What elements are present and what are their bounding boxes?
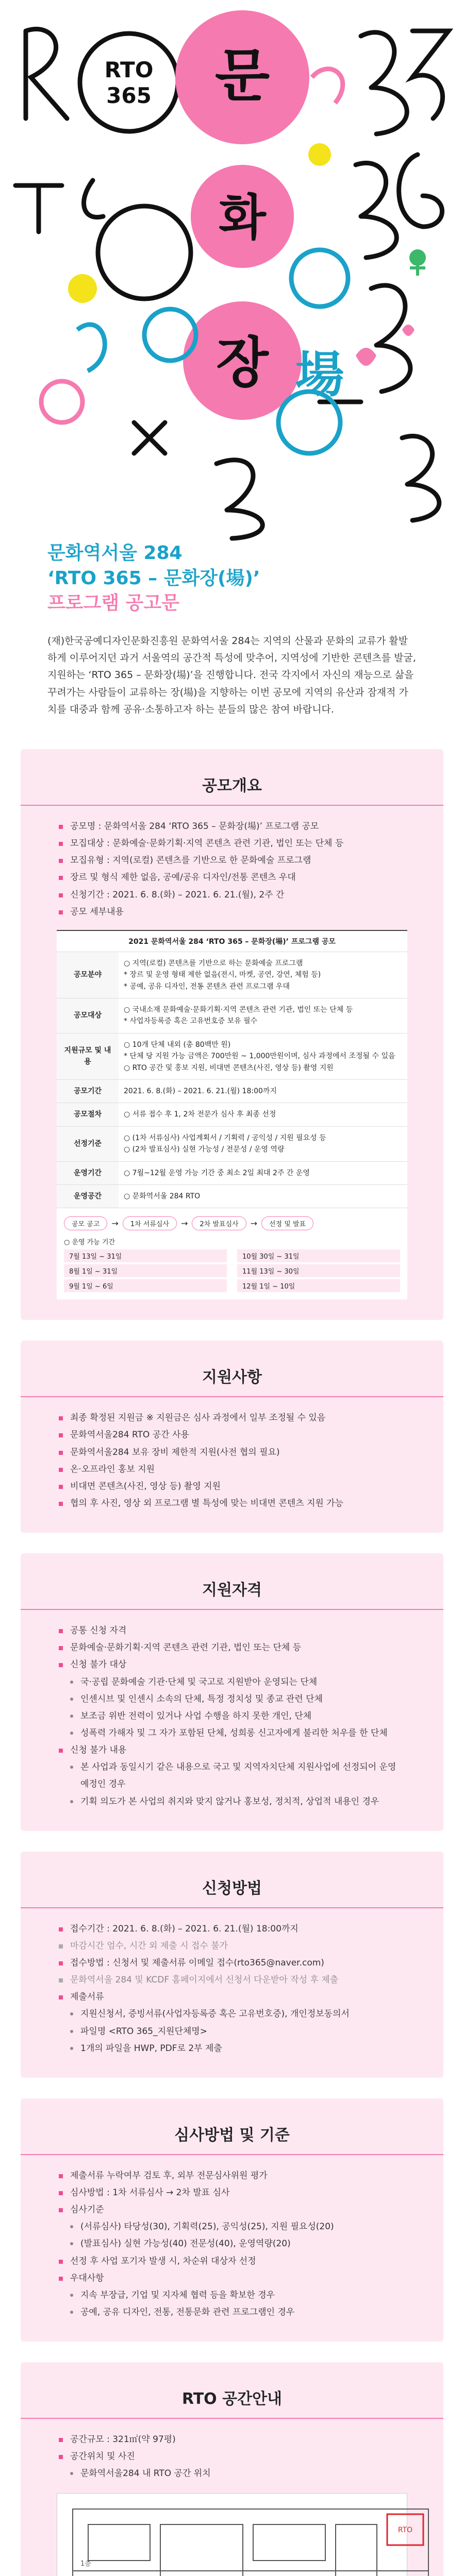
- eligibility-section: [21, 1553, 443, 1831]
- flow-step: 2차 발표심사: [192, 1216, 246, 1230]
- space-section: [21, 2362, 443, 2576]
- space-item: 공간위치 및 사진: [57, 2448, 407, 2465]
- divider: [21, 1396, 443, 1397]
- space-item: 공간규모 : 321㎡(약 97평): [57, 2431, 407, 2448]
- review-title: 심사방법 및 기준: [174, 2126, 290, 2144]
- hero-char-1: 문: [214, 43, 270, 109]
- hero-char-4: 場: [295, 347, 344, 403]
- review-item: (서류심사) 타당성(30), 기획력(25), 공익성(25), 지원 필요성(20): [57, 2218, 407, 2235]
- support-item: 최종 확정된 지원금 ※ 지원금은 심사 과정에서 일부 조정될 수 있음: [57, 1410, 407, 1427]
- hero-banner: [0, 0, 464, 541]
- divider: [21, 1609, 443, 1610]
- divider: [21, 2154, 443, 2155]
- title-line-1: 문화역서울 284: [47, 543, 183, 564]
- period-item: 11월 13일 ~ 30일: [237, 1264, 400, 1277]
- eligibility-item: 신청 불가 내용: [57, 1742, 407, 1759]
- eligibility-item: 공통 신청 자격: [57, 1622, 407, 1639]
- review-item: 우대사항: [57, 2270, 407, 2287]
- eligibility-item: 신청 불가 대상: [57, 1656, 407, 1673]
- overview-list: [21, 818, 443, 921]
- hero-logo-365: 365: [106, 83, 152, 108]
- hero-char-2: 화: [219, 190, 266, 246]
- space-item: 문화역서울284 내 RTO 공간 위치: [57, 2465, 407, 2482]
- eligibility-title: 지원자격: [202, 1581, 262, 1600]
- table-row-header: 운영공간: [57, 1184, 119, 1208]
- overview-title: 공모개요: [202, 777, 262, 795]
- table-row-value: 2021. 6. 8.(화) – 2021. 6. 21.(월) 18:00까지: [119, 1080, 407, 1103]
- eligibility-item: 문화예술·문화기획·지역 콘텐츠 관련 기관, 법인 또는 단체 등: [57, 1639, 407, 1656]
- table-row-header: 공모분야: [57, 952, 119, 998]
- support-item: 협의 후 사진, 영상 외 프로그램 별 특성에 맞는 비대면 콘텐츠 지원 가능: [57, 1495, 407, 1512]
- period-item: 7월 13일 ~ 31일: [64, 1249, 227, 1262]
- table-row-header: 선정기준: [57, 1126, 119, 1161]
- table-row: [57, 1184, 407, 1208]
- period-item: 9월 1일 ~ 6일: [64, 1279, 227, 1292]
- application-item: 마감시간 엄수, 시간 외 제출 시 접수 불가: [57, 1938, 407, 1955]
- support-item: 온·오프라인 홍보 지원: [57, 1461, 407, 1478]
- application-item: 문화역서울 284 및 KCDF 홈페이지에서 신청서 다운받아 작성 후 제출: [57, 1972, 407, 1989]
- title-line-2: ‘RTO 365 – 문화장(場)’: [47, 567, 260, 589]
- review-item: 심사방법 : 1차 서류심사 → 2차 발표 심사: [57, 2184, 407, 2201]
- arrow-right-icon: →: [111, 1218, 119, 1229]
- space-title: RTO 공간안내: [181, 2390, 283, 2409]
- review-section: [21, 2098, 443, 2342]
- overview-section: [21, 749, 443, 1320]
- application-item: 지원신청서, 증빙서류(사업자등록증 혹은 고유번호증), 개인정보동의서: [57, 2006, 407, 2023]
- review-item: 심사기준: [57, 2201, 407, 2218]
- eligibility-item: 보조금 위반 전력이 있거나 사업 수행을 하지 못한 개인, 단체: [57, 1708, 407, 1725]
- application-item: 파일명 <RTO 365_지원단체명>: [57, 2023, 407, 2040]
- support-item: 문화역서울284 RTO 공간 사용: [57, 1427, 407, 1444]
- review-item: 선정 후 사업 포기자 발생 시, 차순위 대상자 선정: [57, 2253, 407, 2270]
- divider: [21, 1907, 443, 1908]
- table-row-value: ○ 서류 접수 후 1, 2차 전문가 심사 후 최종 선정: [119, 1103, 407, 1126]
- table-row-value: ○ 지역(로컬) 콘텐츠를 기반으로 하는 문화예술 프로그램 * 장르 및 운영 형태 제한 없음(전시, 마켓, 공연, 강연, 체험 등) * 공예, 공유 디자인, 전통 콘텐츠 관련 프로그램 우대: [119, 952, 407, 998]
- review-item: 제출서류 누락여부 검토 후, 외부 전문심사위원 평가: [57, 2167, 407, 2184]
- application-item: 접수기간 : 2021. 6. 8.(화) – 2021. 6. 21.(월) 18:00까지: [57, 1921, 407, 1938]
- application-item: 1개의 파일을 HWP, PDF로 2부 제출: [57, 2040, 407, 2057]
- period-item: 12월 1일 ~ 10일: [237, 1279, 400, 1292]
- overview-table-caption: 2021 문화역서울 284 ‘RTO 365 – 문화장(場)’ 프로그램 공모: [57, 931, 407, 952]
- plan-label-rto: RTO: [397, 2526, 413, 2534]
- table-row-value: ○ 문화역서울 284 RTO: [119, 1184, 407, 1208]
- table-row-header: 운영기간: [57, 1161, 119, 1184]
- eligibility-item: 국·공립 문화예술 기관·단체 및 국고로 지원받아 운영되는 단체: [57, 1674, 407, 1691]
- table-row: [57, 1033, 407, 1079]
- review-item: (발표심사) 실현 가능성(40) 전문성(40), 운영역량(20): [57, 2235, 407, 2252]
- arrow-right-icon: →: [250, 1218, 257, 1229]
- overview-item: 신청기간 : 2021. 6. 8.(화) – 2021. 6. 21.(월), 2주 간: [57, 887, 407, 904]
- application-item: 접수방법 : 신청서 및 제출서류 이메일 접수(rto365@naver.com): [57, 1955, 407, 1972]
- flow-step: 1차 서류심사: [123, 1216, 177, 1230]
- hero-graphic: [0, 0, 464, 541]
- title-line-3: 프로그램 공고문: [47, 592, 179, 614]
- application-title: 신청방법: [202, 1879, 262, 1897]
- eligibility-item: 성폭력 가해자 및 그 자가 포함된 단체, 성희롱 신고자에게 불리한 처우를 한 단체: [57, 1725, 407, 1742]
- table-row-value: ○ 10개 단체 내외 (총 80백만 원) * 단체 당 지원 가능 금액은 700만원 ~ 1,000만원이며, 심사 과정에서 조정될 수 있음 ○ RTO 공간 및 홍보 지원, 비대면 콘텐츠(사진, 영상 등) 촬영 지원: [119, 1033, 407, 1079]
- table-row-value: ○ 국내소재 문화예술·문화기획·지역 콘텐츠 관련 기관, 법인 또는 단체 등 * 사업자등록증 혹은 고유번호증 보유 필수: [119, 998, 407, 1033]
- eligibility-item: 인센시브 및 인센시 소속의 단체, 특정 정치성 및 종교 관련 단체: [57, 1691, 407, 1708]
- overview-item: 장르 및 형식 제한 없음, 공예/공유 디자인/전통 콘텐츠 우대: [57, 869, 407, 886]
- support-title: 지원사항: [202, 1368, 262, 1387]
- flow-step: 공모 공고: [64, 1216, 107, 1230]
- intro-section: [0, 541, 464, 718]
- flow-step: 선정 및 발표: [261, 1216, 313, 1230]
- intro-paragraph: (재)한국공예디자인문화진흥원 문화역서울 284는 지역의 산물과 문화의 교류가 활발하게 이루어지던 과거 서울역의 공간적 특성에 맞추어, 지역성에 기반한 콘텐츠를 발굴, 지원하는 ‘RTO 365 – 문화장(場)’을 진행합니다. 전국 각지에서 자신의 재능으로 삶을 꾸려가는 사람들이 교류하는 장(場)을 지향하는 이번 공모에 지역의 유산과 잠재적 가치를 대중과 함께 공유·소통하고자 하는 분들의 많은 참여 바랍니다.: [47, 635, 416, 715]
- table-row: [57, 1161, 407, 1184]
- review-item: 지속 부장급, 기업 및 지자체 협력 등을 확보한 경우: [57, 2287, 407, 2304]
- period-item: 8월 1일 ~ 31일: [64, 1264, 227, 1277]
- table-row-header: 지원규모 및 내용: [57, 1033, 119, 1079]
- support-section: [21, 1341, 443, 1533]
- eligibility-item: 본 사업과 동일시기 같은 내용으로 국고 및 지역자치단체 지원사업에 선정되어 운영 예정인 경우: [57, 1759, 407, 1793]
- table-row-value: ○ (1차 서류심사) 사업계획서 / 기획력 / 공익성 / 지원 필요성 등 ○ (2차 발표심사) 실현 가능성 / 전문성 / 운영 역량: [119, 1126, 407, 1161]
- review-item: 공예, 공유 디자인, 전통, 전통문화 관련 프로그램인 경우: [57, 2304, 407, 2321]
- application-section: [21, 1852, 443, 2078]
- overview-table: [57, 930, 407, 1299]
- table-row: [57, 952, 407, 998]
- table-row: [57, 1126, 407, 1161]
- overview-item: 모집유형 : 지역(로컬) 콘텐츠를 기반으로 한 문화예술 프로그램: [57, 852, 407, 869]
- overview-item: 모집대상 : 문화예술·문화기획·지역 콘텐츠 관련 기관, 법인 또는 단체 등: [57, 835, 407, 852]
- overview-item: 공모명 : 문화역서울 284 ‘RTO 365 – 문화장(場)’ 프로그램 공모: [57, 818, 407, 835]
- table-row: [57, 1103, 407, 1126]
- table-row-header: 공모기간: [57, 1080, 119, 1103]
- divider: [21, 805, 443, 806]
- table-row-header: 공모대상: [57, 998, 119, 1033]
- divider: [21, 2418, 443, 2419]
- support-item: 문화역서울284 보유 장비 제한적 지원(사전 협의 필요): [57, 1444, 407, 1461]
- support-item: 비대면 콘텐츠(사진, 영상 등) 촬영 지원: [57, 1478, 407, 1495]
- floor-plan: [57, 2493, 413, 2576]
- overview-item: 공모 세부내용: [57, 904, 407, 921]
- period-item: 10월 30일 ~ 31일: [237, 1249, 400, 1262]
- table-row-value: ○ 7월~12월 운영 가능 기간 중 최소 2일 최대 2주 간 운영: [119, 1161, 407, 1184]
- table-row: [57, 998, 407, 1033]
- application-item: 제출서류: [57, 1989, 407, 2006]
- overview-flow: [57, 1208, 407, 1299]
- hero-logo-rto: RTO: [104, 57, 154, 82]
- eligibility-item: 기획 의도가 본 사업의 취지와 맞지 않거나 홍보성, 정치적, 상업적 내용인 경우: [57, 1793, 407, 1810]
- hero-char-3: 장: [216, 331, 269, 394]
- table-row-header: 공모절차: [57, 1103, 119, 1126]
- plan-label-1f: 1층: [80, 2560, 91, 2568]
- table-row: [57, 1080, 407, 1103]
- periods-label: ○ 운영 가능 기간: [64, 1239, 115, 1247]
- arrow-right-icon: →: [180, 1218, 188, 1229]
